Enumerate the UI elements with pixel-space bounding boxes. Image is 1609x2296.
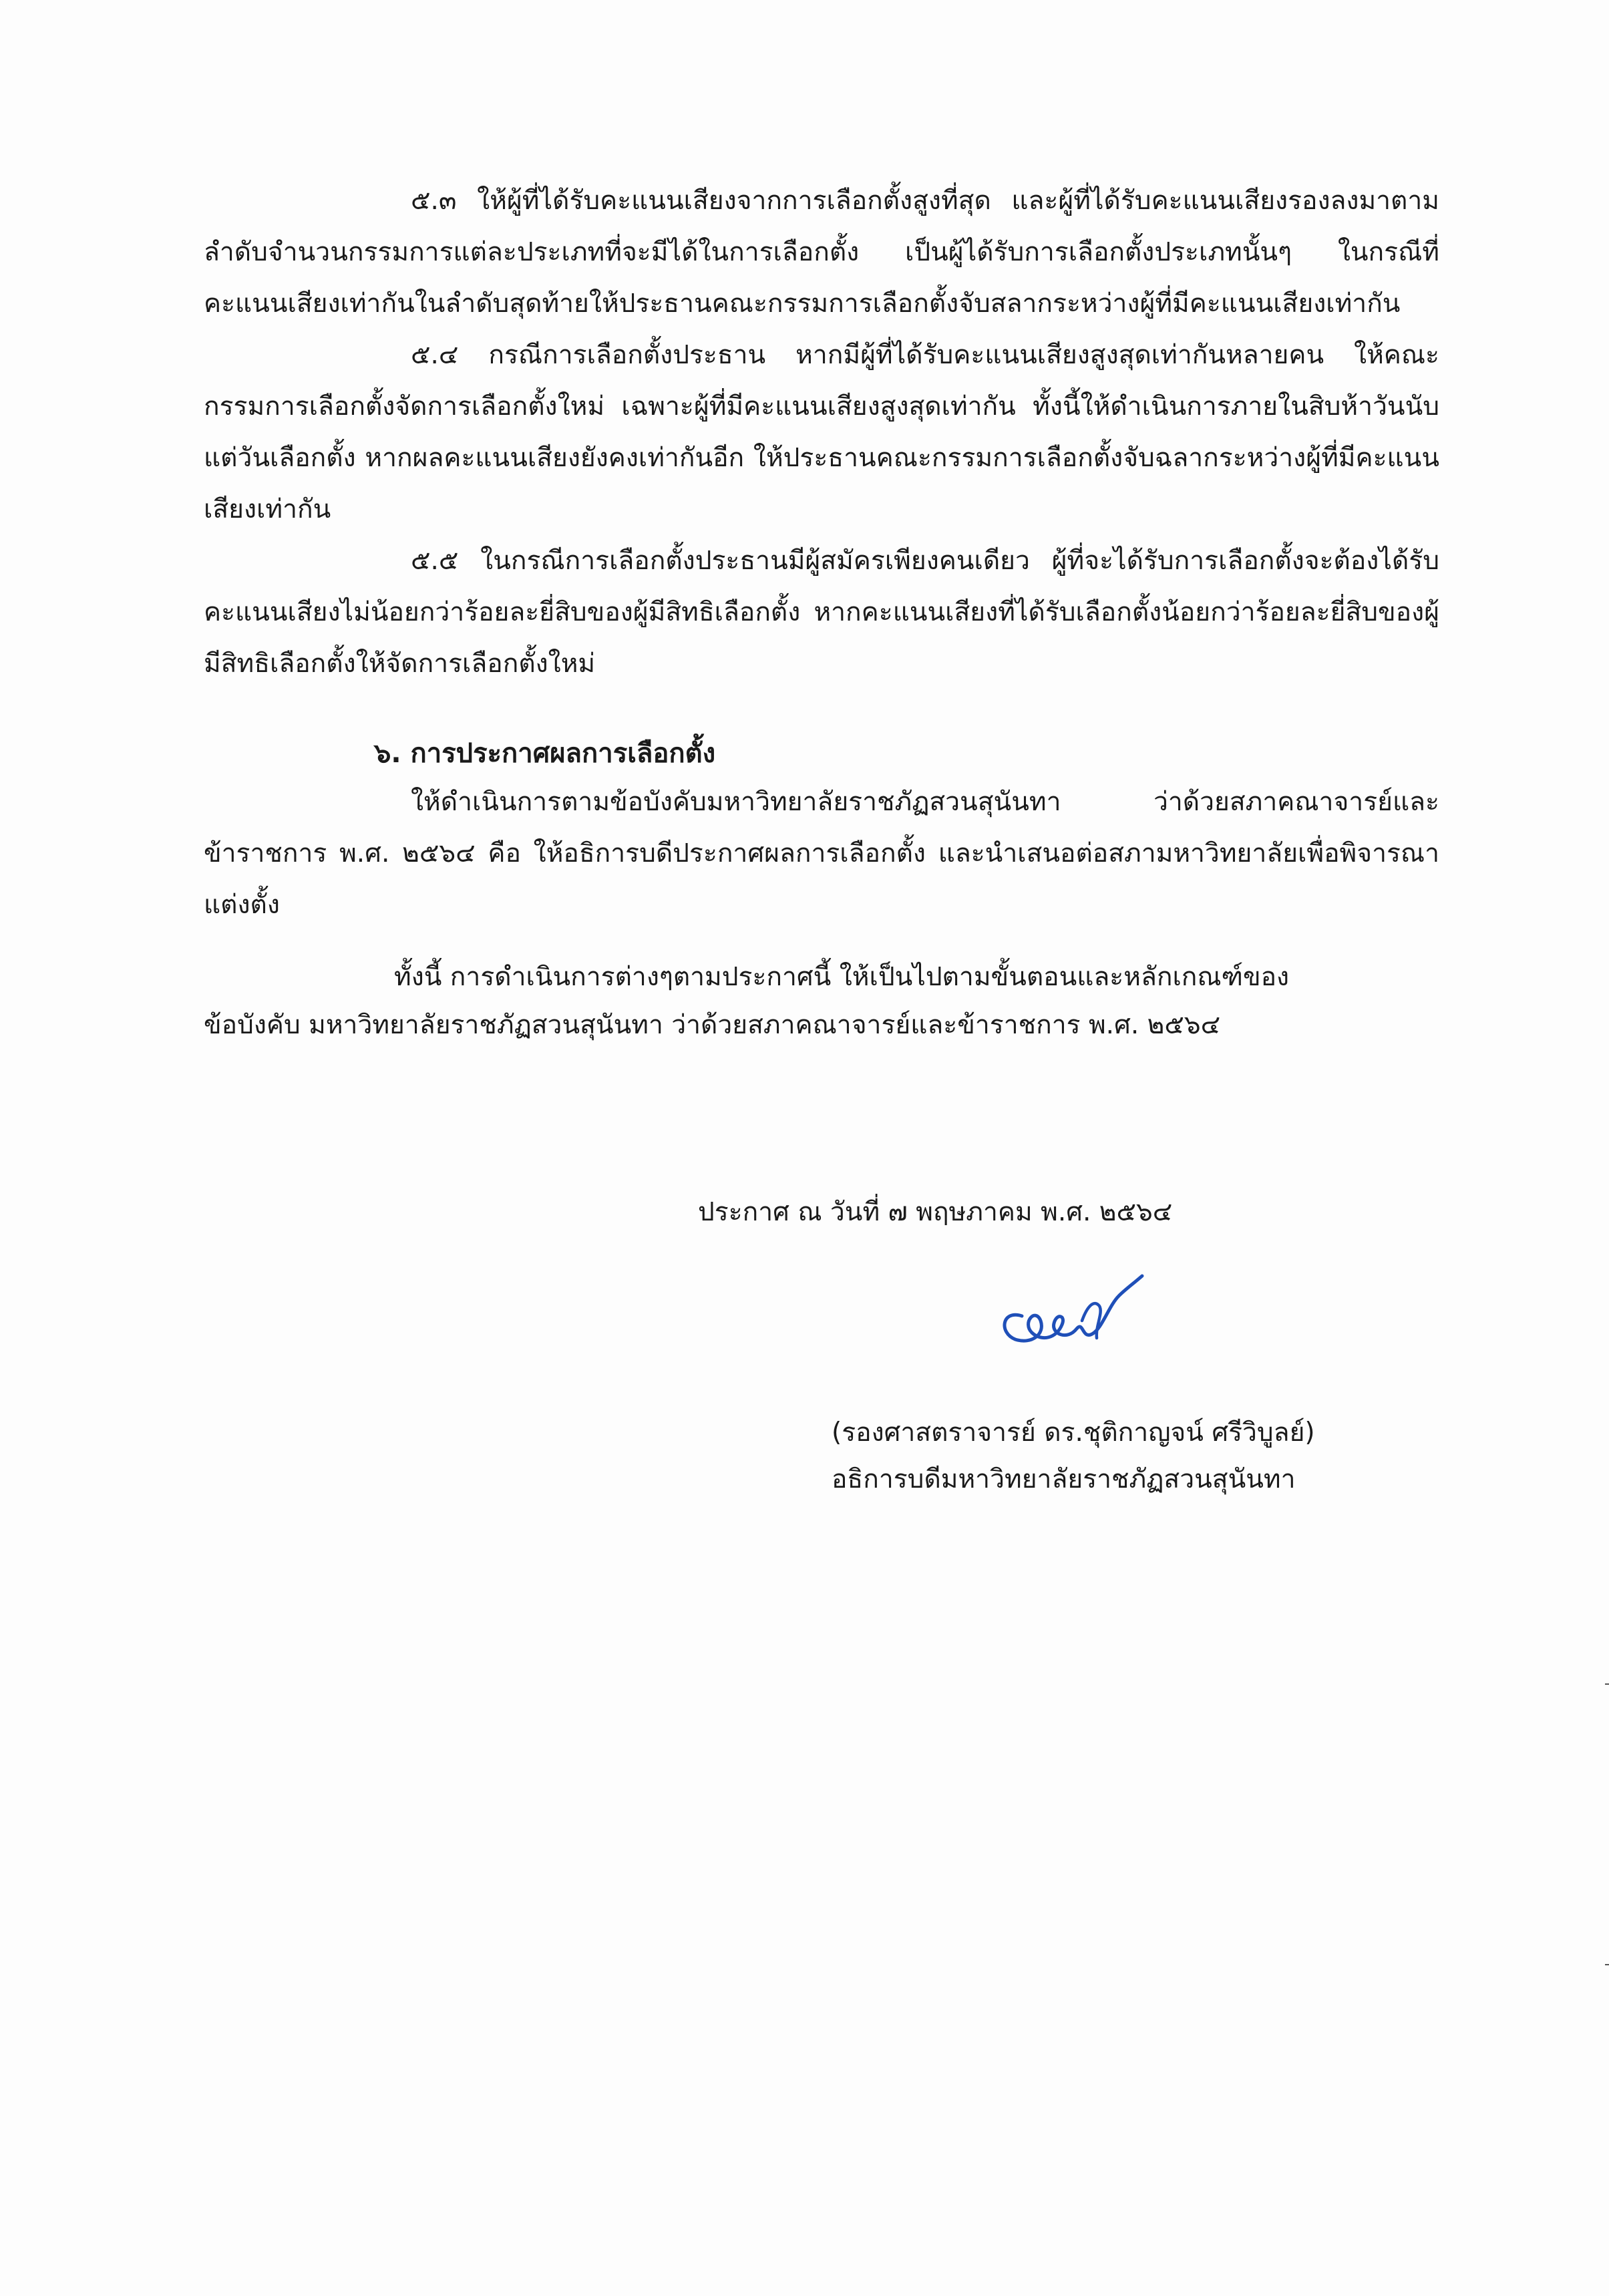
signature-image	[982, 1259, 1162, 1359]
closing-line-2: ข้อบังคับ มหาวิทยาลัยราชภัฏสวนสุนันทา ว่าด้วยสภาคณาจารย์และข้าราชการ พ.ศ. ๒๕๖๔	[204, 1010, 1221, 1040]
paragraph-6: ให้ดำเนินการตามข้อบังคับมหาวิทยาลัยราชภัฏสวนสุนันทา ว่าด้วยสภาคณาจารย์และข้าราชการ พ.ศ. ๒๕๖๔ คือ ให้อธิการบดีประกาศผลการเลือกตั้ง และนำเสนอต่อสภามหาวิทยาลัยเพื่อพิจารณาแต่งตั้ง	[204, 787, 1439, 920]
closing-line-1: ทั้งนี้ การดำเนินการต่างๆตามประกาศนี้ ให้เป็นไปตามขั้นตอนและหลักเกณฑ์ของ	[394, 962, 1290, 992]
announce-date: ประกาศ ณ วันที่ ๗ พฤษภาคม พ.ศ. ๒๕๖๔	[698, 1197, 1173, 1227]
signatory-position: อธิการบดีมหาวิทยาลัยราชภัฏสวนสุนันทา	[832, 1464, 1296, 1494]
scan-mark	[1605, 1964, 1609, 1965]
paragraph-5-3: ๕.๓ ให้ผู้ที่ได้รับคะแนนเสียงจากการเลือกตั้งสูงที่สุด และผู้ที่ได้รับคะแนนเสียงรองลงมาตามลำดับจำนวนกรรมการแต่ละประเภทที่จะมีได้ในการเลือกตั้ง เป็นผู้ได้รับการเลือกตั้งประเภทนั้นๆ ในกรณีที่คะแนนเสียงเท่ากันในลำดับสุดท้ายให้ประธานคณะกรรมการเลือกตั้งจับสลากระหว่างผู้ที่มีคะแนนเสียงเท่ากัน	[204, 186, 1439, 319]
signatory-name: (รองศาสตราจารย์ ดร.ชุติกาญจน์ ศรีวิบูลย์)	[832, 1418, 1315, 1448]
section5-block	[204, 175, 1439, 689]
paragraph-5-4: ๕.๔ กรณีการเลือกตั้งประธาน หากมีผู้ที่ได้รับคะแนนเสียงสูงสุดเท่ากันหลายคน ให้คณะกรรมการเลือกตั้งจัดการเลือกตั้งใหม่ เฉพาะผู้ที่มีคะแนนเสียงสูงสุดเท่ากัน ทั้งนี้ให้ดำเนินการภายในสิบห้าวันนับแต่วันเลือกตั้ง หากผลคะแนนเสียงยังคงเท่ากันอีก ให้ประธานคณะกรรมการเลือกตั้งจับฉลากระหว่างผู้ที่มีคะแนนเสียงเท่ากัน	[204, 340, 1439, 524]
paragraph-5-5: ๕.๕ ในกรณีการเลือกตั้งประธานมีผู้สมัครเพียงคนเดียว ผู้ที่จะได้รับการเลือกตั้งจะต้องได้รับคะแนนเสียงไม่น้อยกว่าร้อยละยี่สิบของผู้มีสิทธิเลือกตั้ง หากคะแนนเสียงที่ได้รับเลือกตั้งน้อยกว่าร้อยละยี่สิบของผู้มีสิทธิเลือกตั้งให้จัดการเลือกตั้งใหม่	[204, 546, 1439, 679]
section6-block	[204, 776, 1439, 931]
scan-mark	[1605, 1683, 1609, 1685]
section6-heading: ๖. การประกาศผลการเลือกตั้ง	[374, 738, 716, 769]
